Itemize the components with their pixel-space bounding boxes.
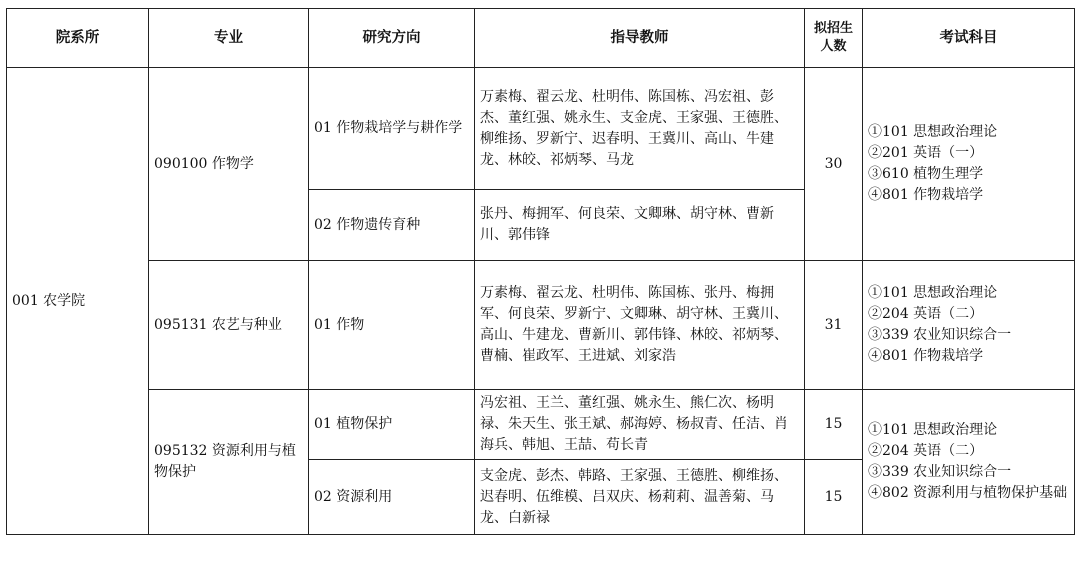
- direction-cell: 01 作物: [309, 261, 475, 390]
- header-major: 专业: [149, 9, 309, 68]
- exam-subjects-cell: [863, 390, 1075, 535]
- exam-item: ①101 思想政治理论: [868, 422, 998, 438]
- major-cell: 095132 资源利用与植物保护: [149, 390, 309, 535]
- exam-item: ①101 思想政治理论: [868, 124, 998, 140]
- enrollment-cell: 15: [805, 390, 863, 460]
- exam-item: ④801 作物栽培学: [868, 348, 984, 364]
- advisors-cell: 支金虎、彭杰、韩路、王家强、王德胜、柳维扬、迟春明、伍维模、吕双庆、杨莉莉、温善菊、马龙、白新禄: [475, 460, 805, 535]
- advisors-cell: 冯宏祖、王兰、董红强、姚永生、熊仁次、杨明禄、朱天生、张王斌、郝海婷、杨叔青、任洁、肖海兵、韩旭、王喆、苟长青: [475, 390, 805, 460]
- exam-item: ③339 农业知识综合一: [868, 327, 1012, 343]
- enrollment-cell: 15: [805, 460, 863, 535]
- header-advisors: 指导教师: [475, 9, 805, 68]
- enrollment-cell: 30: [805, 68, 863, 261]
- department-cell: 001 农学院: [7, 68, 149, 535]
- exam-subjects-cell: [863, 68, 1075, 261]
- exam-item: ②204 英语（二）: [868, 306, 984, 322]
- header-enrollment-line2: 人数: [820, 39, 847, 54]
- direction-cell: 02 作物遗传育种: [309, 190, 475, 261]
- major-cell: 090100 作物学: [149, 68, 309, 261]
- table-row: [7, 68, 1075, 190]
- exam-item: ④802 资源利用与植物保护基础: [868, 485, 1068, 501]
- table-row: [7, 261, 1075, 390]
- exam-subjects-cell: [863, 261, 1075, 390]
- direction-cell: 02 资源利用: [309, 460, 475, 535]
- direction-cell: 01 植物保护: [309, 390, 475, 460]
- exam-item: ①101 思想政治理论: [868, 285, 998, 301]
- header-row: [7, 9, 1075, 68]
- header-direction: 研究方向: [309, 9, 475, 68]
- header-department: 院系所: [7, 9, 149, 68]
- program-table: [6, 8, 1075, 535]
- header-exam-subjects: 考试科目: [863, 9, 1075, 68]
- major-cell: 095131 农艺与种业: [149, 261, 309, 390]
- advisors-cell: 张丹、梅拥军、何良荣、文卿琳、胡守林、曹新川、郭伟锋: [475, 190, 805, 261]
- exam-item: ②201 英语（一）: [868, 145, 984, 161]
- enrollment-cell: 31: [805, 261, 863, 390]
- direction-cell: 01 作物栽培学与耕作学: [309, 68, 475, 190]
- advisors-cell: 万素梅、翟云龙、杜明伟、陈国栋、冯宏祖、彭杰、董红强、姚永生、支金虎、王家强、王德胜、柳维扬、罗新宁、迟春明、王冀川、高山、牛建龙、林皎、祁炳琴、马龙: [475, 68, 805, 190]
- exam-item: ③610 植物生理学: [868, 166, 984, 182]
- header-enrollment-line1: 拟招生: [813, 21, 853, 36]
- exam-item: ④801 作物栽培学: [868, 187, 984, 203]
- exam-item: ②204 英语（二）: [868, 443, 984, 459]
- advisors-cell: 万素梅、翟云龙、杜明伟、陈国栋、张丹、梅拥军、何良荣、罗新宁、文卿琳、胡守林、王冀川、高山、牛建龙、曹新川、郭伟锋、林皎、祁炳琴、曹楠、崔政军、王进斌、刘家浩: [475, 261, 805, 390]
- exam-item: ③339 农业知识综合一: [868, 464, 1012, 480]
- header-enrollment: [805, 9, 863, 68]
- table-row: [7, 390, 1075, 460]
